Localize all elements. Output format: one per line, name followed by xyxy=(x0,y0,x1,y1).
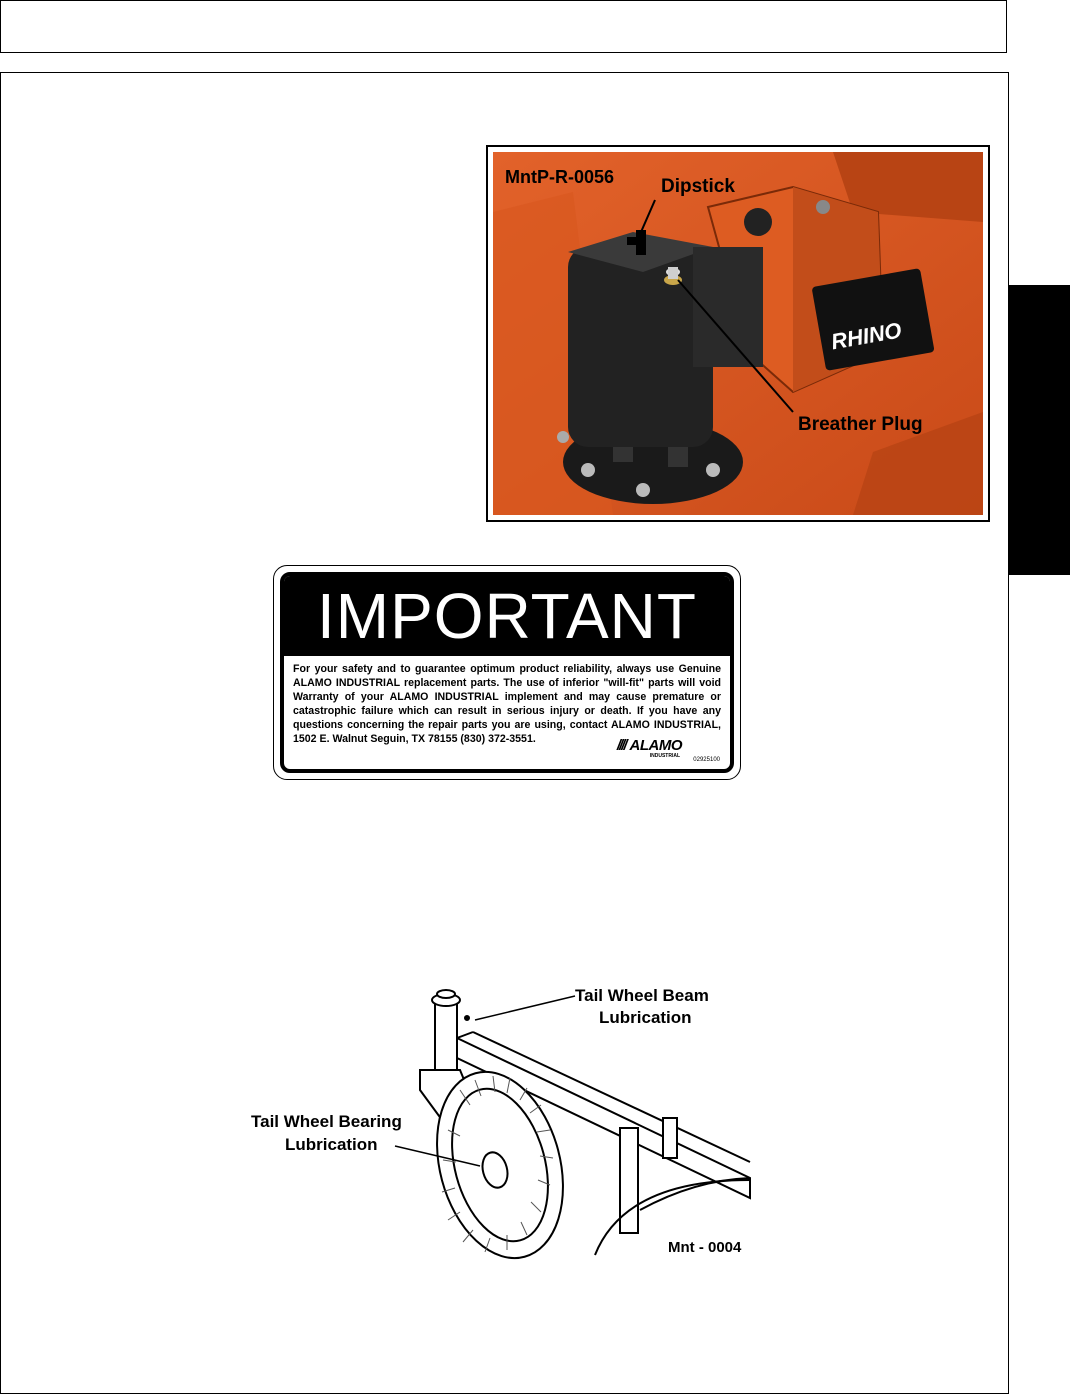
logo-text: ALAMO xyxy=(629,737,682,754)
decal-body-text: For your safety and to guarantee optimum product reliability, always use Genuine ALAMO INDUSTRIAL replacement parts. The use of inferior "will-fit" parts will void Warranty of your ALAMO INDUSTRIAL implement and may cause premature or catastrophic failure which can result in serious injury or death. If you have any questions concerning the repair parts you are using, contact ALAMO INDUSTRIAL, 1502 E. Walnut Seguin, TX 78155 (830) 372-3551. xyxy=(293,663,721,745)
bearing-label-line2: Lubrication xyxy=(285,1135,378,1154)
alamo-logo xyxy=(617,737,682,754)
rhino-decal-text: RHINO xyxy=(829,317,904,355)
tail-wheel-diagram xyxy=(245,980,765,1270)
bearing-label-line1: Tail Wheel Bearing xyxy=(251,1112,402,1131)
beam-label-line2: Lubrication xyxy=(599,1008,692,1027)
figure-code-label-2: Mnt - 0004 xyxy=(668,1239,742,1256)
dipstick-label: Dipstick xyxy=(661,176,735,197)
decal-title: IMPORTANT xyxy=(284,576,730,656)
page-header-box xyxy=(0,0,1007,53)
beam-leader-line xyxy=(475,996,575,1020)
gearbox-photo xyxy=(493,152,983,515)
gearbox-photo-figure xyxy=(486,145,990,522)
tail-wheel-drawing xyxy=(417,990,750,1270)
important-safety-decal xyxy=(273,565,741,780)
decal-part-code: 02925100 xyxy=(693,757,720,763)
breather-plug-label: Breather Plug xyxy=(798,414,923,435)
gearbox xyxy=(557,230,763,504)
figure-code-label: MntP-R-0056 xyxy=(505,167,615,187)
tail-wheel-diagram-figure xyxy=(245,980,765,1275)
beam-label-line1: Tail Wheel Beam xyxy=(575,986,709,1005)
logo-subtext: INDUSTRIAL xyxy=(649,753,680,759)
section-side-tab xyxy=(1008,285,1070,575)
decal-border xyxy=(280,572,734,773)
logo-stripes: //// xyxy=(616,737,626,754)
